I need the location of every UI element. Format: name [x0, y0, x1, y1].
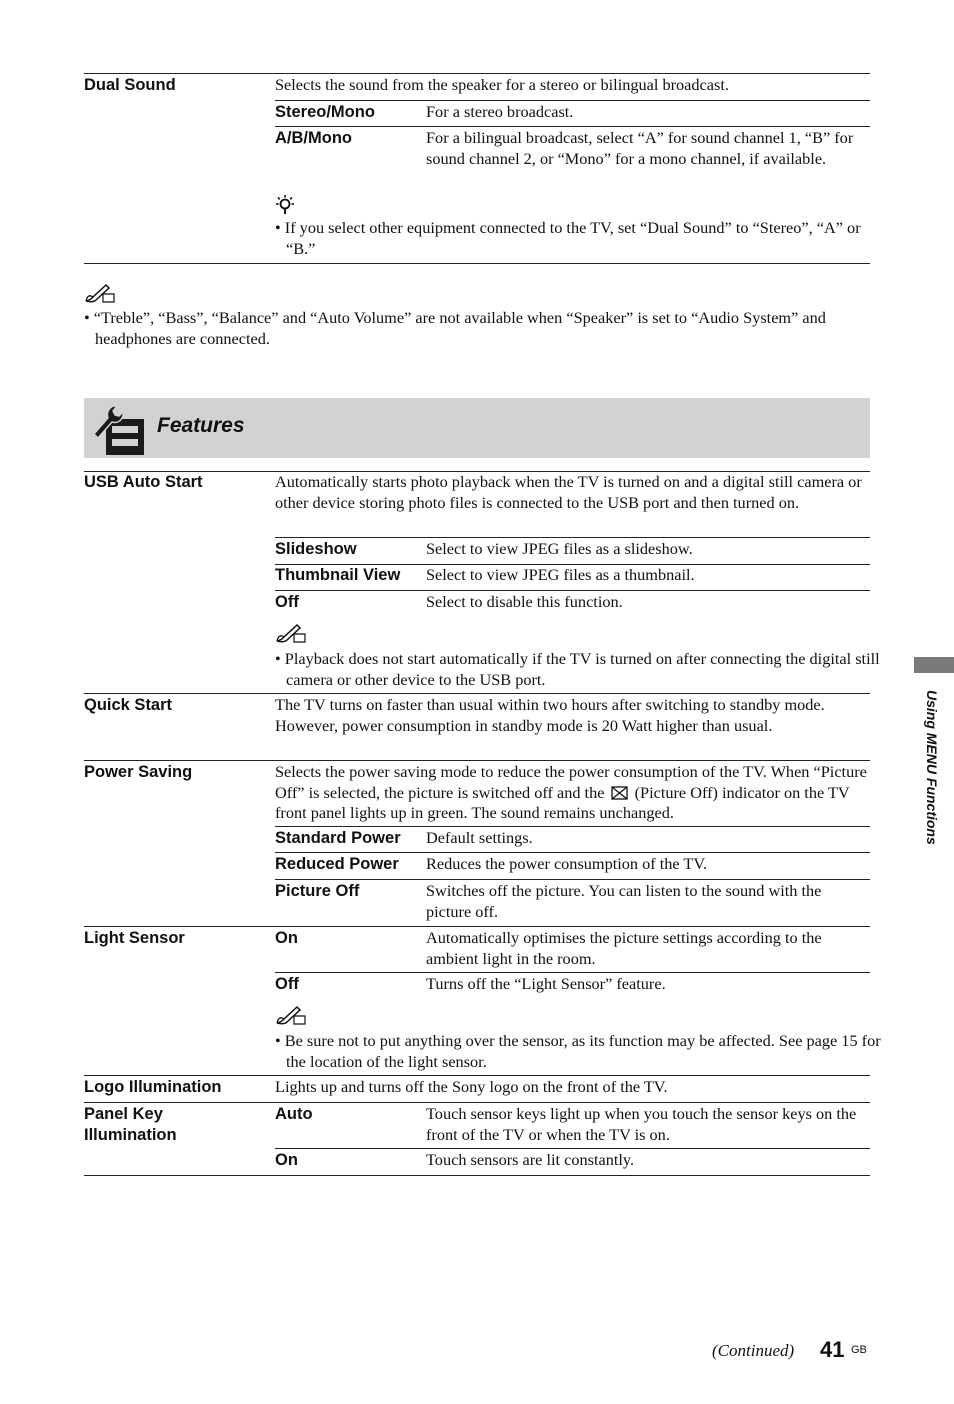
- rule: [275, 590, 870, 591]
- option-term: Off: [275, 593, 299, 611]
- option-term: Reduced Power: [275, 855, 399, 873]
- side-tab-label: [923, 690, 943, 890]
- option-desc: Automatically optimises the picture settings according to the ambient light in the room.: [426, 928, 822, 968]
- rule: [84, 263, 870, 264]
- rule: [84, 926, 870, 927]
- rule: [275, 537, 870, 538]
- desc-quick-start: The TV turns on faster than usual within two hours after switching to standby mode. However, power consumption in standby mode is 20 Watt higher than usual.: [275, 695, 825, 735]
- desc-logo-illumination: Lights up and turns off the Sony logo on the front of the TV.: [275, 1077, 668, 1096]
- pencil-note-icon: [275, 1004, 309, 1026]
- note-text: • “Treble”, “Bass”, “Balance” and “Auto Volume” are not available when “Speaker” is set to “Audio System” and headphones are connected.: [84, 308, 826, 348]
- option-term: Off: [275, 975, 299, 993]
- term-dual-sound: Dual Sound: [84, 76, 176, 94]
- desc-usb-auto-start: Automatically starts photo playback when the TV is turned on and a digital still camera or other device storing photo files is connected to the USB port and then turned on.: [275, 472, 862, 512]
- option-term: Stereo/Mono: [275, 103, 375, 121]
- term-usb-auto-start: USB Auto Start: [84, 473, 203, 491]
- term-power-saving: Power Saving: [84, 763, 193, 781]
- rule: [275, 826, 870, 827]
- option-term: Thumbnail View: [275, 566, 401, 584]
- rule: [84, 1102, 870, 1103]
- option-desc: Select to view JPEG files as a thumbnail.: [426, 565, 695, 584]
- term-panel-key-illumination: [84, 1104, 177, 1146]
- pencil-note-icon: [84, 282, 118, 304]
- rule: [84, 693, 870, 694]
- rule: [275, 1148, 870, 1149]
- desc-dual-sound: Selects the sound from the speaker for a stereo or bilingual broadcast.: [275, 75, 729, 94]
- option-term: Slideshow: [275, 540, 357, 558]
- option-desc: Touch sensor keys light up when you touch the sensor keys on the front of the TV or when the TV is on.: [426, 1104, 857, 1144]
- side-tab-text: Using MENU Functions: [924, 690, 940, 845]
- option-desc: Turns off the “Light Sensor” feature.: [426, 974, 666, 993]
- pencil-note-icon: [275, 622, 309, 644]
- rule: [275, 972, 870, 973]
- rule: [84, 1075, 870, 1076]
- desc-part: Selects the power saving mode to reduce the power consumption of the TV. When “Picture Off” is selected, the picture is switched off and the: [275, 762, 867, 802]
- option-term: Auto: [275, 1105, 313, 1123]
- note-text: • Playback does not start automatically if the TV is turned on after connecting the digital still camera or other device to the USB port.: [275, 649, 880, 689]
- tip-text: • If you select other equipment connected to the TV, set “Dual Sound” to “Stereo”, “A” or “B.”: [275, 218, 861, 258]
- option-desc: Select to view JPEG files as a slideshow.: [426, 539, 693, 558]
- term-quick-start: Quick Start: [84, 696, 173, 714]
- desc-power-saving: [275, 762, 870, 824]
- lightbulb-tip-icon: [275, 193, 297, 217]
- rule: [84, 760, 870, 761]
- option-term: A/B/Mono: [275, 129, 352, 147]
- term-logo-illumination: Logo Illumination: [84, 1078, 222, 1096]
- page-suffix: GB: [851, 1344, 867, 1356]
- page-number: 41: [820, 1337, 845, 1362]
- option-desc: Default settings.: [426, 828, 533, 847]
- term-line: Illumination: [84, 1126, 177, 1144]
- rule: [84, 73, 870, 74]
- side-tab-marker: [914, 657, 954, 673]
- rule: [84, 1175, 870, 1176]
- note-text: • Be sure not to put anything over the sensor, as its function may be affected. See page 15 for the location of the light sensor.: [275, 1031, 881, 1071]
- option-desc: Select to disable this function.: [426, 592, 623, 611]
- continued-label: (Continued): [712, 1341, 795, 1360]
- picture-off-icon: [611, 786, 628, 800]
- option-term: Standard Power: [275, 829, 401, 847]
- option-term: On: [275, 1151, 298, 1169]
- option-desc: For a stereo broadcast.: [426, 102, 574, 121]
- rule: [275, 879, 870, 880]
- wrench-features-icon: [90, 401, 148, 457]
- rule: [275, 852, 870, 853]
- option-desc: For a bilingual broadcast, select “A” for sound channel 1, “B” for sound channel 2, or “Mono” for a mono channel, if available.: [426, 128, 854, 168]
- term-line: Panel Key: [84, 1105, 163, 1123]
- term-light-sensor: Light Sensor: [84, 929, 185, 947]
- rule: [275, 100, 870, 101]
- option-desc: Switches off the picture. You can listen to the sound with the picture off.: [426, 881, 822, 921]
- desc-part: (Picture Off) indicator on the TV front panel lights up in green. The sound remains unchanged.: [275, 782, 850, 822]
- option-desc: Reduces the power consumption of the TV.: [426, 854, 708, 873]
- section-title: Features: [157, 414, 245, 437]
- option-desc: Touch sensors are lit constantly.: [426, 1150, 635, 1169]
- option-term: On: [275, 929, 298, 947]
- rule: [275, 126, 870, 127]
- option-term: Picture Off: [275, 882, 360, 900]
